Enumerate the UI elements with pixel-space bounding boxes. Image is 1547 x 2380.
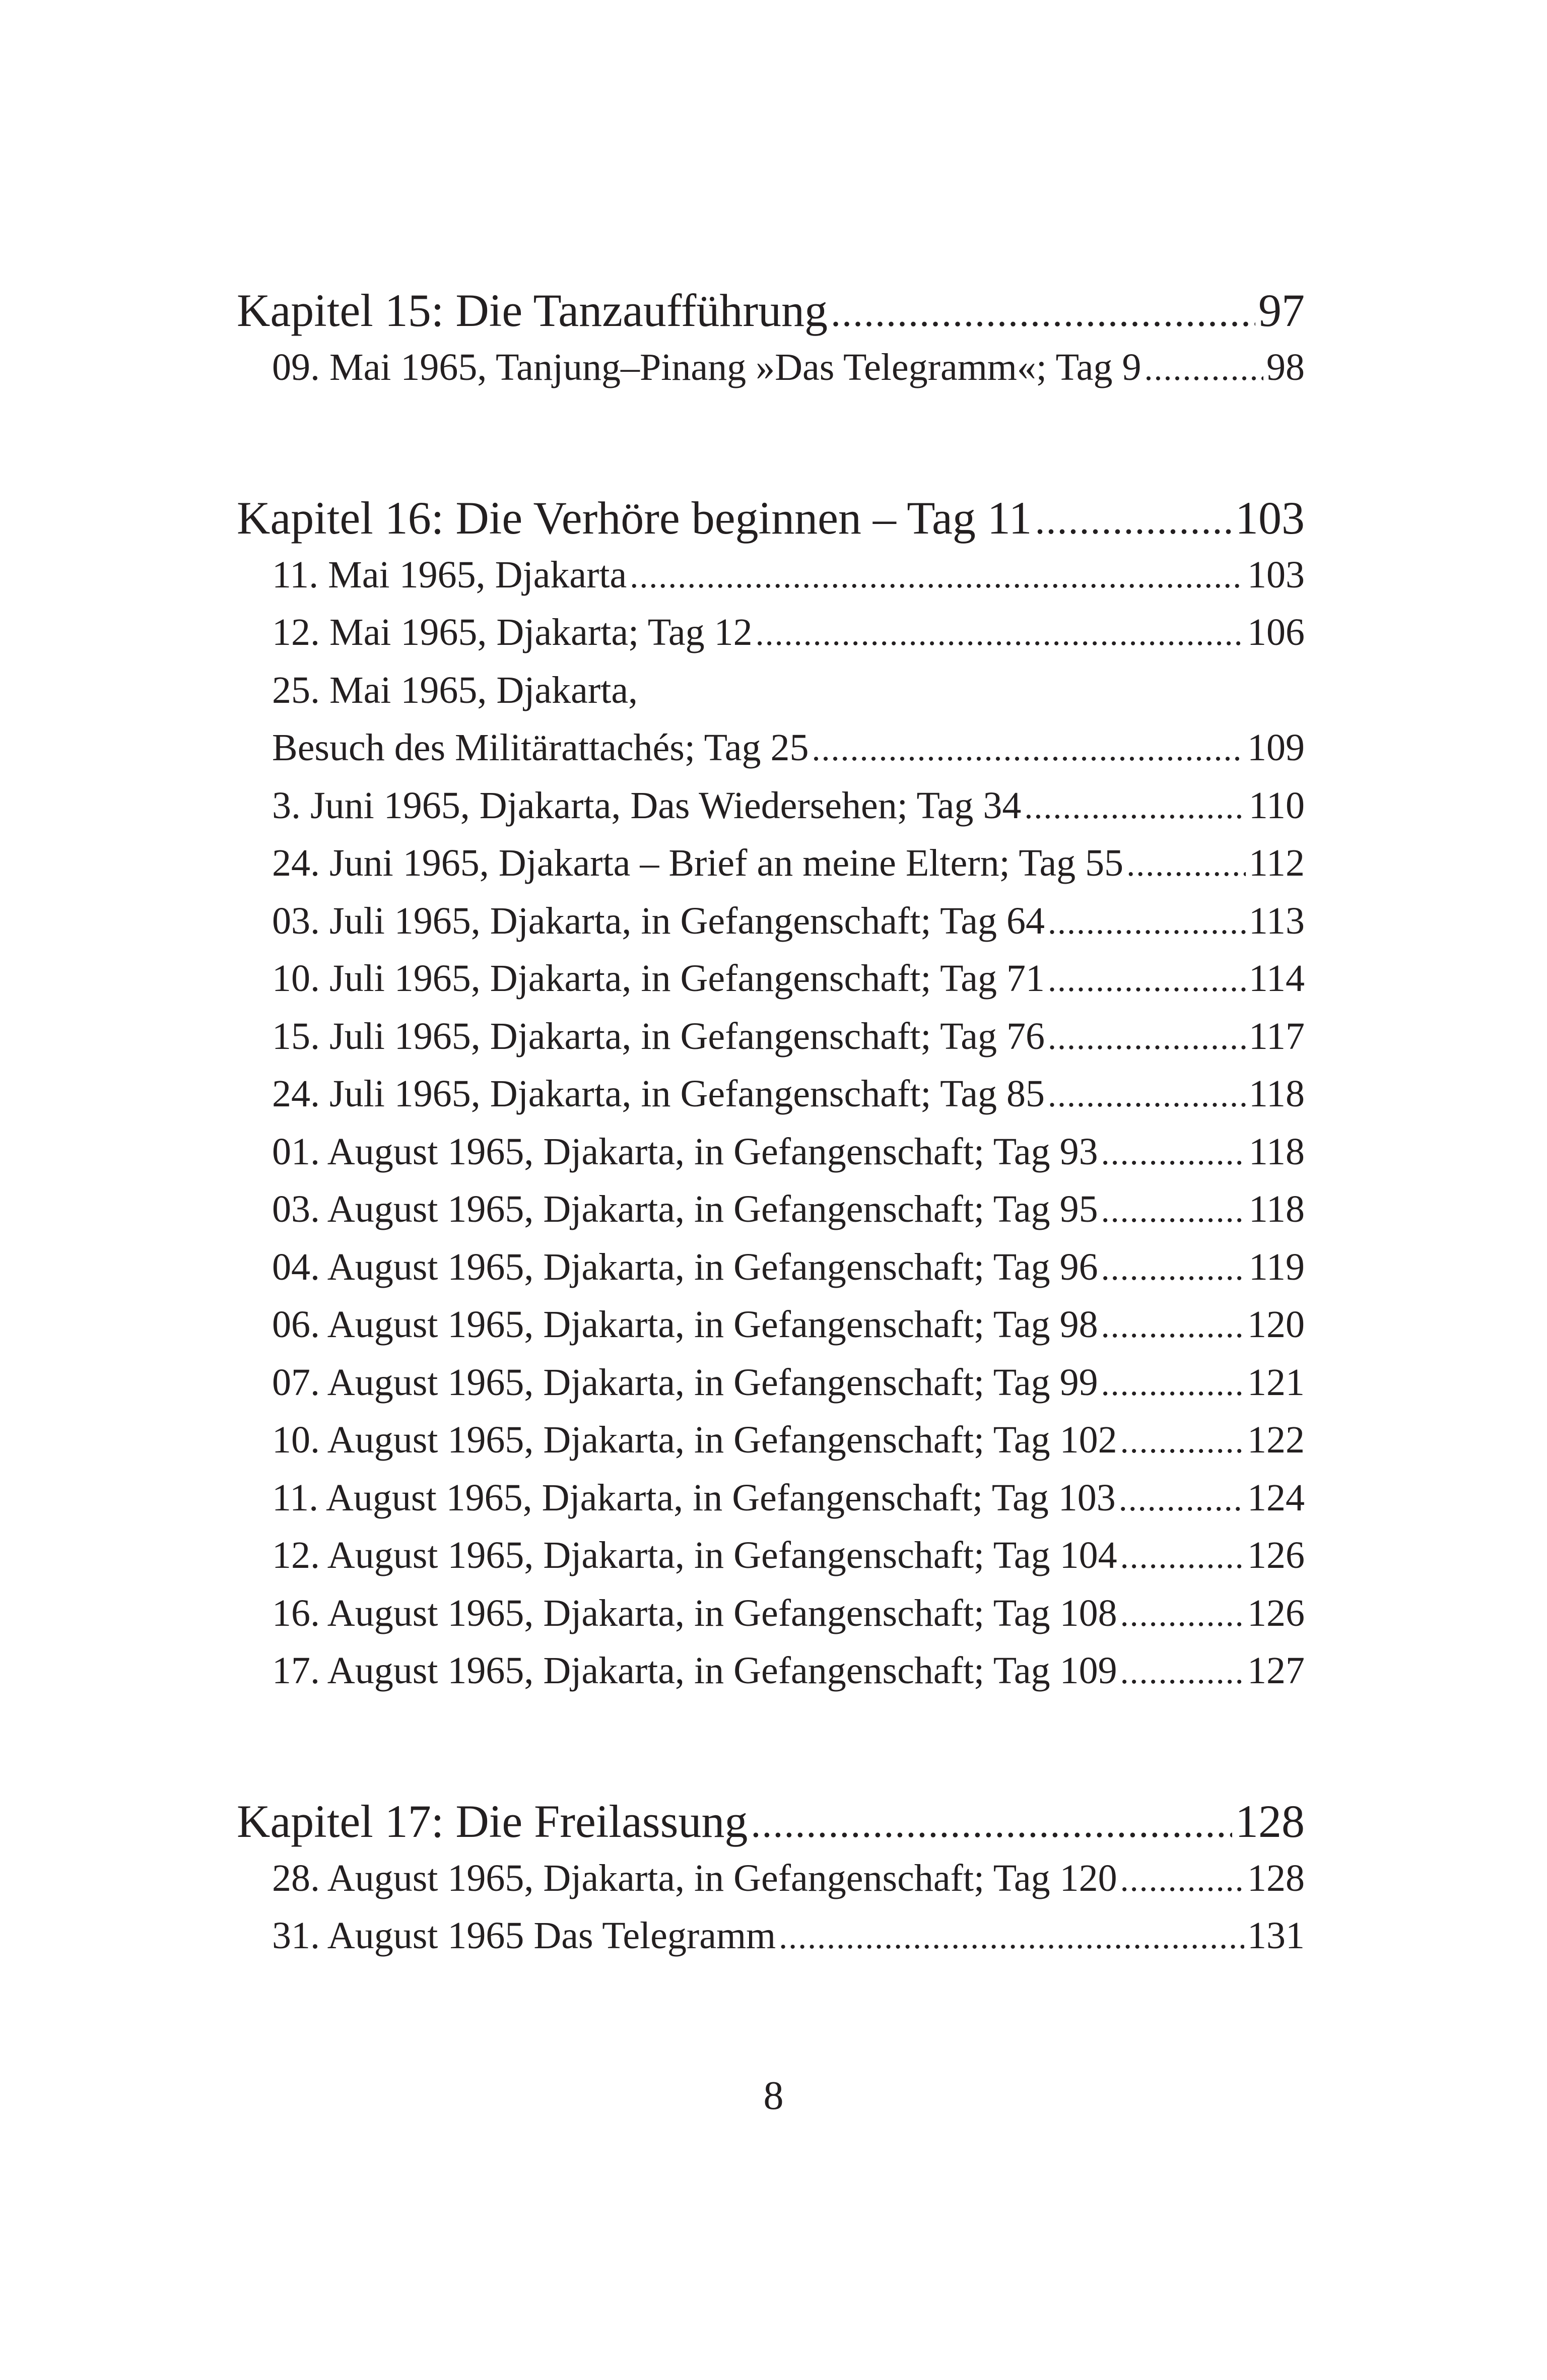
entry-page: 118 <box>1248 1188 1305 1230</box>
toc-entry-line2[interactable] <box>237 719 1305 777</box>
leader-dots <box>1048 893 1246 951</box>
entry-label: 31. August 1965 Das Telegramm <box>272 1914 776 1957</box>
leader-dots <box>630 547 1244 605</box>
entry-page: 126 <box>1247 1592 1305 1634</box>
entry-page: 119 <box>1248 1245 1305 1288</box>
chapter-title: Kapitel 15: Die Tanzaufführung <box>237 285 828 336</box>
leader-dots <box>1101 1355 1244 1413</box>
toc-entry[interactable] <box>237 1411 1305 1469</box>
entry-label: 03. Juli 1965, Djakarta, in Gefangenschaft; Tag 64 <box>272 899 1045 942</box>
leader-dots <box>1024 778 1245 836</box>
entry-page: 106 <box>1247 611 1305 653</box>
toc-entry[interactable] <box>237 1238 1305 1296</box>
entry-label: 09. Mai 1965, Tanjung–Pinang »Das Telegramm«; Tag 9 <box>272 346 1141 388</box>
entry-page: 117 <box>1248 1015 1305 1057</box>
entry-label: 12. Mai 1965, Djakarta; Tag 12 <box>272 611 753 653</box>
entry-page: 110 <box>1248 784 1305 827</box>
entry-label: 11. August 1965, Djakarta, in Gefangenschaft; Tag 103 <box>272 1476 1116 1519</box>
entry-label: 10. Juli 1965, Djakarta, in Gefangenschaft; Tag 71 <box>272 957 1045 1000</box>
toc-entry[interactable] <box>237 1907 1305 1965</box>
entry-page: 127 <box>1247 1649 1305 1692</box>
entry-label: Besuch des Militärattachés; Tag 25 <box>272 726 809 769</box>
entry-page: 131 <box>1247 1914 1305 1957</box>
leader-dots <box>1101 1181 1246 1239</box>
leader-dots <box>1145 340 1263 398</box>
entry-page: 118 <box>1248 1073 1305 1115</box>
entry-label: 12. August 1965, Djakarta, in Gefangenschaft; Tag 104 <box>272 1534 1117 1576</box>
entry-page: 122 <box>1247 1419 1305 1461</box>
toc-entry[interactable] <box>237 1296 1305 1354</box>
leader-dots <box>812 720 1244 778</box>
toc-entry[interactable] <box>237 546 1305 604</box>
chapter-title: Kapitel 16: Die Verhöre beginnen – Tag 11 <box>237 492 1032 544</box>
entry-page: 114 <box>1248 957 1305 1000</box>
toc-entry[interactable] <box>237 1849 1305 1907</box>
toc-entry-line1[interactable] <box>237 662 1305 719</box>
leader-dots <box>1119 1470 1244 1528</box>
entry-label: 06. August 1965, Djakarta, in Gefangenschaft; Tag 98 <box>272 1303 1098 1346</box>
leader-dots <box>779 1908 1244 1966</box>
toc-entry[interactable] <box>237 950 1305 1008</box>
entry-page: 121 <box>1247 1361 1305 1404</box>
entry-label: 11. Mai 1965, Djakarta <box>272 553 627 596</box>
chapter-page: 97 <box>1258 285 1305 336</box>
leader-dots <box>1048 951 1246 1009</box>
toc-entry[interactable] <box>237 1354 1305 1412</box>
entry-page: 98 <box>1266 346 1305 388</box>
leader-dots <box>751 1796 1232 1852</box>
entry-page: 128 <box>1247 1857 1305 1899</box>
entry-page: 113 <box>1248 899 1305 942</box>
entry-label: 25. Mai 1965, Djakarta, <box>272 669 638 711</box>
toc-entry[interactable] <box>237 1065 1305 1123</box>
leader-dots <box>1120 1585 1244 1643</box>
leader-dots <box>1101 1239 1246 1297</box>
leader-dots <box>831 285 1255 341</box>
toc-entry[interactable] <box>237 777 1305 835</box>
entry-label: 10. August 1965, Djakarta, in Gefangenschaft; Tag 102 <box>272 1419 1117 1461</box>
chapter-title: Kapitel 17: Die Freilassung <box>237 1795 748 1847</box>
leader-dots <box>1120 1850 1244 1908</box>
leader-dots <box>1048 1009 1246 1067</box>
entry-label: 04. August 1965, Djakarta, in Gefangenschaft; Tag 96 <box>272 1245 1098 1288</box>
entry-label: 24. Juli 1965, Djakarta, in Gefangenschaft; Tag 85 <box>272 1073 1045 1115</box>
toc-entry[interactable] <box>237 1123 1305 1181</box>
leader-dots <box>1120 1528 1244 1585</box>
toc-entry[interactable] <box>237 1527 1305 1584</box>
toc-entry[interactable] <box>237 1008 1305 1066</box>
entry-page: 103 <box>1247 553 1305 596</box>
entry-label: 01. August 1965, Djakarta, in Gefangenschaft; Tag 93 <box>272 1130 1098 1173</box>
toc-entry[interactable] <box>237 339 1305 396</box>
chapter-page: 128 <box>1235 1795 1305 1847</box>
entry-label: 17. August 1965, Djakarta, in Gefangenschaft; Tag 109 <box>272 1649 1117 1692</box>
entry-label: 03. August 1965, Djakarta, in Gefangenschaft; Tag 95 <box>272 1188 1098 1230</box>
leader-dots <box>1101 1124 1246 1182</box>
chapter-page: 103 <box>1235 492 1305 544</box>
leader-dots <box>1120 1412 1244 1470</box>
entry-page: 118 <box>1248 1130 1305 1173</box>
entry-label: 24. Juni 1965, Djakarta – Brief an meine Eltern; Tag 55 <box>272 842 1124 884</box>
entry-label: 3. Juni 1965, Djakarta, Das Wiedersehen; Tag 34 <box>272 784 1022 827</box>
entry-page: 112 <box>1248 842 1305 884</box>
leader-dots <box>1048 1066 1246 1124</box>
toc-entry[interactable] <box>237 604 1305 662</box>
entry-page: 109 <box>1247 726 1305 769</box>
toc-chapter[interactable] <box>237 282 1305 339</box>
entry-label: 16. August 1965, Djakarta, in Gefangenschaft; Tag 108 <box>272 1592 1117 1634</box>
entry-page: 120 <box>1247 1303 1305 1346</box>
toc-chapter[interactable] <box>237 490 1305 546</box>
entry-label: 07. August 1965, Djakarta, in Gefangenschaft; Tag 99 <box>272 1361 1098 1404</box>
table-of-contents <box>237 282 1305 1965</box>
toc-entry[interactable] <box>237 834 1305 892</box>
toc-entry[interactable] <box>237 1584 1305 1642</box>
leader-dots <box>1035 492 1232 549</box>
leader-dots <box>1101 1297 1244 1355</box>
toc-chapter[interactable] <box>237 1793 1305 1849</box>
toc-entry[interactable] <box>237 1180 1305 1238</box>
leader-dots <box>1120 1643 1244 1701</box>
leader-dots <box>756 605 1244 663</box>
leader-dots <box>1126 835 1246 893</box>
page-number: 8 <box>763 2074 784 2118</box>
toc-entry[interactable] <box>237 1642 1305 1700</box>
entry-page: 124 <box>1247 1476 1305 1519</box>
entry-page: 126 <box>1247 1534 1305 1576</box>
entry-label: 15. Juli 1965, Djakarta, in Gefangenschaft; Tag 76 <box>272 1015 1045 1057</box>
entry-label: 28. August 1965, Djakarta, in Gefangenschaft; Tag 120 <box>272 1857 1117 1899</box>
toc-entry[interactable] <box>237 1469 1305 1527</box>
toc-entry[interactable] <box>237 892 1305 950</box>
